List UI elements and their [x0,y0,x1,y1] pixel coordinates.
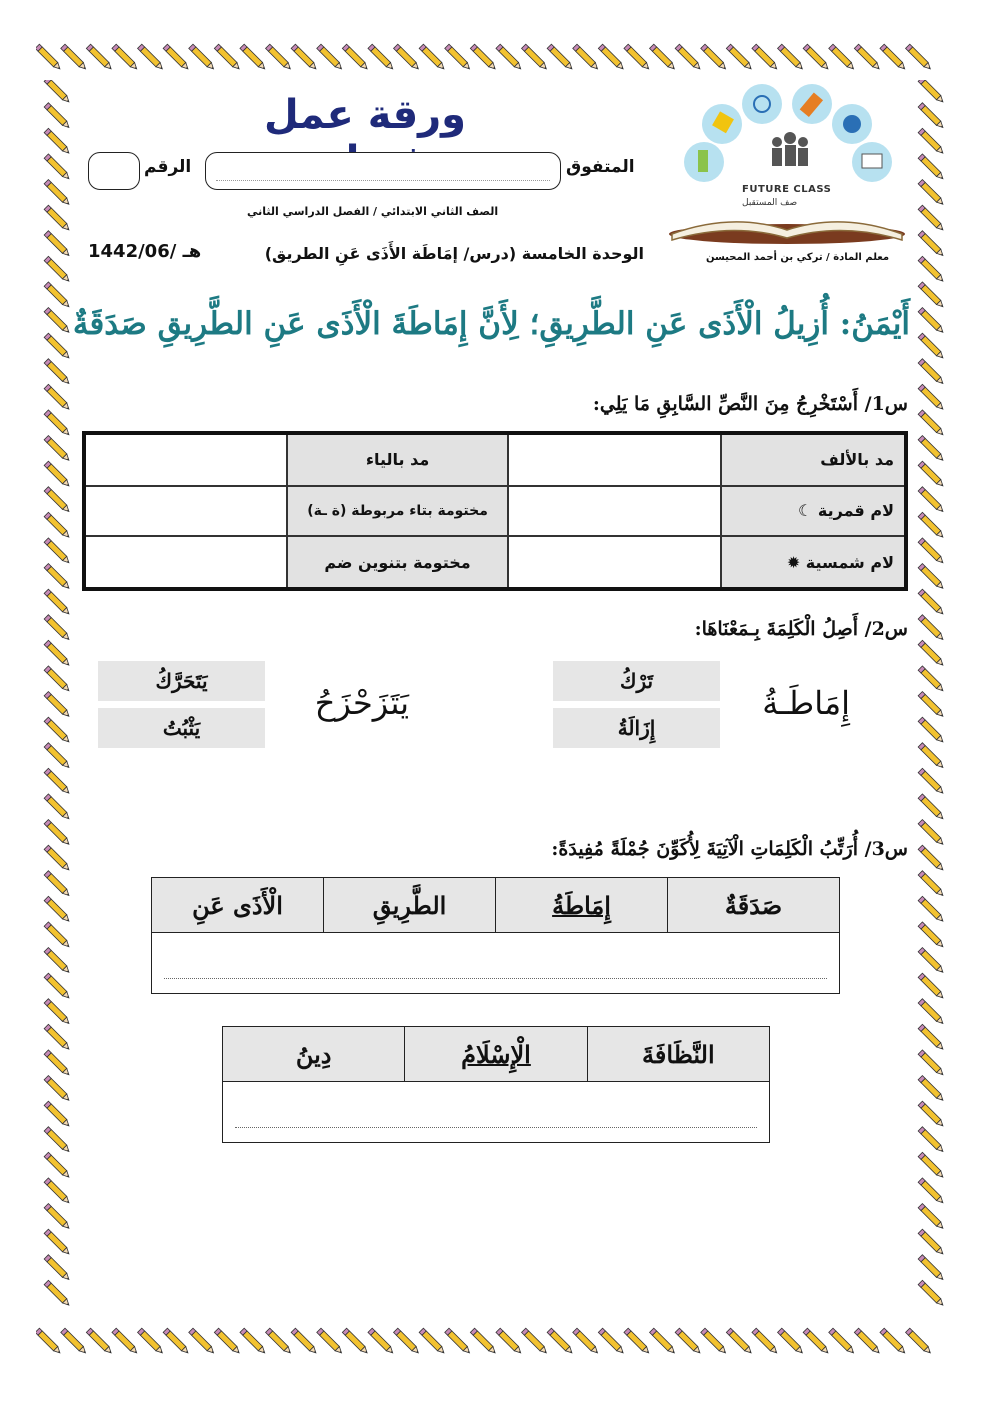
table-row [152,933,840,994]
pencil-icon [918,871,945,898]
pencil-icon [44,1127,71,1154]
q3-word: الْإِسْلَامُ [405,1027,587,1082]
pencil-icon [918,231,945,258]
pencil-icon [445,1328,472,1355]
pencil-icon [918,103,945,130]
table-row [223,1082,770,1143]
pencil-border-bottom [36,1320,956,1366]
pencil-icon [44,640,71,667]
pencil-icon [918,845,945,872]
pencil-border-top [36,36,956,82]
pencil-icon [163,44,190,71]
pencil-icon [522,1328,549,1355]
pencil-icon [803,44,830,71]
pencil-icon [906,44,933,71]
pencil-icon [624,1328,651,1355]
q1-answer-cell[interactable] [84,536,287,589]
q3-word: صَدَقَةٌ [668,878,840,933]
pencil-icon [918,384,945,411]
date-line: 1442/06/ هـ [88,241,202,262]
pencil-icon [573,1328,600,1355]
pencil-icon [44,128,71,155]
pencil-icon [752,44,779,71]
pencil-icon [918,461,945,488]
pencil-icon [675,44,702,71]
q2-word-yatazahzah[interactable]: يَتَزَحْزَحُ [314,684,409,722]
q1-answer-cell[interactable] [508,433,721,486]
pencil-icon [44,333,71,360]
pencil-icon [778,44,805,71]
table-row [223,1027,770,1082]
pencil-icon [317,1328,344,1355]
pencil-icon [368,44,395,71]
pencil-icon [918,1076,945,1103]
table-row [84,486,906,536]
q1-answer-cell[interactable] [84,433,287,486]
q1-label-ta-marbuta: مختومة بتاء مربوطة (ة ـة) [287,486,508,536]
pencil-icon [701,1328,728,1355]
q2-option[interactable]: إِزَالَةُ [553,708,720,748]
pencil-icon [918,180,945,207]
pencil-icon [44,666,71,693]
pencil-icon [138,1328,165,1355]
pencil-icon [44,1280,71,1307]
q1-heading: س1/ أَسْتَخْرِجُ مِنَ النَّصِّ السَّابِقِ مَا يَلِي: [592,393,908,415]
pencil-icon [44,794,71,821]
logo-caption-en: FUTURE CLASS [742,184,832,195]
grade-line: الصف الثاني الابتدائي / الفصل الدراسي الثاني [247,205,499,218]
pencil-icon [291,1328,318,1355]
pencil-icon [44,384,71,411]
pencil-icon [918,1229,945,1256]
pencil-icon [918,154,945,181]
pencil-icon [918,359,945,386]
pencil-icon [918,896,945,923]
pencil-icon [44,1101,71,1128]
q2-option[interactable]: يَتَحَرَّكُ [98,661,265,701]
pencil-icon [918,615,945,642]
number-label: الرقم [144,157,192,177]
q1-label-long-alef: مد بالألف [721,433,906,486]
pencil-icon [854,1328,881,1355]
pencil-icon [138,44,165,71]
pencil-icon [44,999,71,1026]
pencil-icon [726,1328,753,1355]
pencil-icon [342,1328,369,1355]
q3-word: الطَّرِيقِ [324,878,496,933]
teacher-line: معلم المادة / تركي بن أحمد المحيسن [706,252,890,263]
pencil-icon [44,768,71,795]
pencil-icon [291,44,318,71]
pencil-icon [918,1280,945,1307]
pencil-icon [918,487,945,514]
pencil-icon [214,44,241,71]
q3-word: دِينُ [223,1027,405,1082]
q2-option[interactable]: يَثْبُتُ [98,708,265,748]
pencil-icon [44,1229,71,1256]
pencil-icon [61,1328,88,1355]
table-row [84,536,906,589]
pencil-icon [112,44,139,71]
pencil-icon [44,103,71,130]
q1-label-lunar-lam: لام قمرية ☾ [721,486,906,536]
pencil-icon [44,538,71,565]
q3-answer-line-2[interactable] [223,1082,770,1143]
pencil-icon [44,1024,71,1051]
pencil-icon [86,1328,113,1355]
pencil-icon [752,1328,779,1355]
pencil-icon [650,44,677,71]
pencil-icon [44,1255,71,1282]
q2-option[interactable]: تَرْكُ [553,661,720,701]
pencil-icon [918,794,945,821]
q3-table-2 [222,1026,770,1143]
pencil-icon [342,44,369,71]
pencil-icon [44,1204,71,1231]
pencil-border-right [910,80,956,1322]
pencil-icon [918,1255,945,1282]
q1-label-tanween-damm: مختومة بتنوين ضم [287,536,508,589]
pencil-icon [829,1328,856,1355]
pencil-icon [240,44,267,71]
logo-caption-ar: صف المستقبل [742,198,798,208]
pencil-icon [189,44,216,71]
pencil-icon [44,180,71,207]
q3-table-1 [151,877,840,994]
pencil-icon [163,1328,190,1355]
pencil-icon [918,1101,945,1128]
pencil-icon [44,410,71,437]
pencil-icon [918,1024,945,1051]
pencil-icon [918,282,945,309]
pencil-icon [918,640,945,667]
pencil-icon [918,666,945,693]
pencil-icon [598,1328,625,1355]
pencil-icon [44,973,71,1000]
pencil-icon [214,1328,241,1355]
pencil-icon [918,1178,945,1205]
pencil-icon [918,1127,945,1154]
pencil-icon [445,44,472,71]
pencil-icon [918,80,945,104]
pencil-icon [44,896,71,923]
pencil-icon [419,44,446,71]
pencil-icon [918,564,945,591]
pencil-icon [906,1328,933,1355]
pencil-icon [918,589,945,616]
pencil-icon [394,1328,421,1355]
pencil-border-left [36,80,82,1322]
pencil-icon [36,1328,62,1355]
pencil-icon [547,44,574,71]
student-label: المتفوق [566,157,635,177]
future-class-logo [662,84,912,254]
pencil-icon [44,743,71,770]
pencil-icon [44,436,71,463]
q3-answer-line-1[interactable] [152,933,840,994]
pencil-icon [44,359,71,386]
pencil-icon [44,820,71,847]
pencil-icon [44,589,71,616]
pencil-icon [918,768,945,795]
q1-answer-cell[interactable] [508,486,721,536]
pencil-icon [44,205,71,232]
q1-table [82,431,908,591]
pencil-icon [598,44,625,71]
pencil-icon [496,44,523,71]
pencil-icon [394,44,421,71]
pencil-icon [112,1328,139,1355]
pencil-icon [701,44,728,71]
pencil-icon [44,256,71,283]
pencil-icon [44,80,71,104]
lesson-sentence: أَيْمَنُ: أُزِيلُ الْأَذَى عَنِ الطَّرِيقِ؛ لِأَنَّ إِمَاطَةَ الْأَذَى عَنِ الطَّرِيقِ صَدَقَةٌ [72,306,910,342]
q1-answer-cell[interactable] [84,486,287,536]
pencil-icon [829,44,856,71]
pencil-icon [880,1328,907,1355]
pencil-icon [918,128,945,155]
pencil-icon [918,692,945,719]
q3-word: الْأَذَى عَنِ [152,878,324,933]
pencil-icon [470,44,497,71]
pencil-icon [44,1152,71,1179]
pencil-icon [918,922,945,949]
pencil-icon [419,1328,446,1355]
pencil-icon [918,1204,945,1231]
q3-heading: س3/ أُرَتِّبُ الْكَلِمَاتِ الْآتِيَةَ لِأُكَوِّنَ جُمْلَةً مُفِيدَةً: [551,838,908,860]
pencil-icon [918,333,945,360]
pencil-icon [189,1328,216,1355]
pencil-icon [918,999,945,1026]
pencil-icon [918,820,945,847]
pencil-icon [44,1076,71,1103]
pencil-icon [918,410,945,437]
pencil-icon [624,44,651,71]
pencil-icon [650,1328,677,1355]
pencil-icon [317,44,344,71]
pencil-icon [44,615,71,642]
pencil-icon [266,1328,293,1355]
pencil-icon [803,1328,830,1355]
pencil-icon [86,44,113,71]
pencil-icon [496,1328,523,1355]
worksheet-title: ورقة عمل [263,92,467,138]
pencil-icon [44,845,71,872]
unit-lesson-line: الوحدة الخامسة (درس/ إمَاطَة الأَذَى عَنِ الطريق) [264,244,644,263]
pencil-icon [44,1050,71,1077]
pencil-icon [573,44,600,71]
pencil-icon [470,1328,497,1355]
pencil-icon [918,948,945,975]
pencil-icon [44,308,71,335]
q1-label-solar-lam: لام شمسية ✹ [721,536,906,589]
pencil-icon [522,44,549,71]
pencil-icon [918,538,945,565]
q2-heading: س2/ أَصِلُ الْكَلِمَةَ بِـمَعْنَاهَا: [694,618,908,640]
pencil-icon [44,871,71,898]
q1-answer-cell[interactable] [508,536,721,589]
pencil-icon [854,44,881,71]
pencil-icon [44,512,71,539]
pencil-icon [44,282,71,309]
pencil-icon [918,308,945,335]
pencil-icon [726,44,753,71]
q3-word: إِمَاطَةُ [496,878,668,933]
pencil-icon [44,154,71,181]
pencil-icon [44,461,71,488]
pencil-icon [44,692,71,719]
pencil-icon [918,512,945,539]
pencil-icon [880,44,907,71]
q3-word: النَّظَافَةَ [587,1027,769,1082]
q1-label-long-ya: مد بالياء [287,433,508,486]
pencil-icon [547,1328,574,1355]
pencil-icon [675,1328,702,1355]
pencil-icon [44,231,71,258]
pencil-icon [44,1178,71,1205]
student-number-field[interactable] [88,152,140,190]
pencil-icon [918,436,945,463]
pencil-icon [368,1328,395,1355]
pencil-icon [918,205,945,232]
pencil-icon [44,948,71,975]
pencil-icon [918,1152,945,1179]
pencil-icon [918,256,945,283]
pencil-icon [44,717,71,744]
pencil-icon [918,1050,945,1077]
pencil-icon [918,717,945,744]
pencil-icon [44,922,71,949]
pencil-icon [61,44,88,71]
student-name-field[interactable] [205,152,561,190]
pencil-icon [44,487,71,514]
table-row [152,878,840,933]
table-row [84,433,906,486]
pencil-icon [44,564,71,591]
pencil-icon [266,44,293,71]
q2-word-imata[interactable]: إِمَاطَـةُ [762,684,850,722]
pencil-icon [918,743,945,770]
pencil-icon [778,1328,805,1355]
pencil-icon [36,44,62,71]
pencil-icon [240,1328,267,1355]
pencil-icon [918,973,945,1000]
